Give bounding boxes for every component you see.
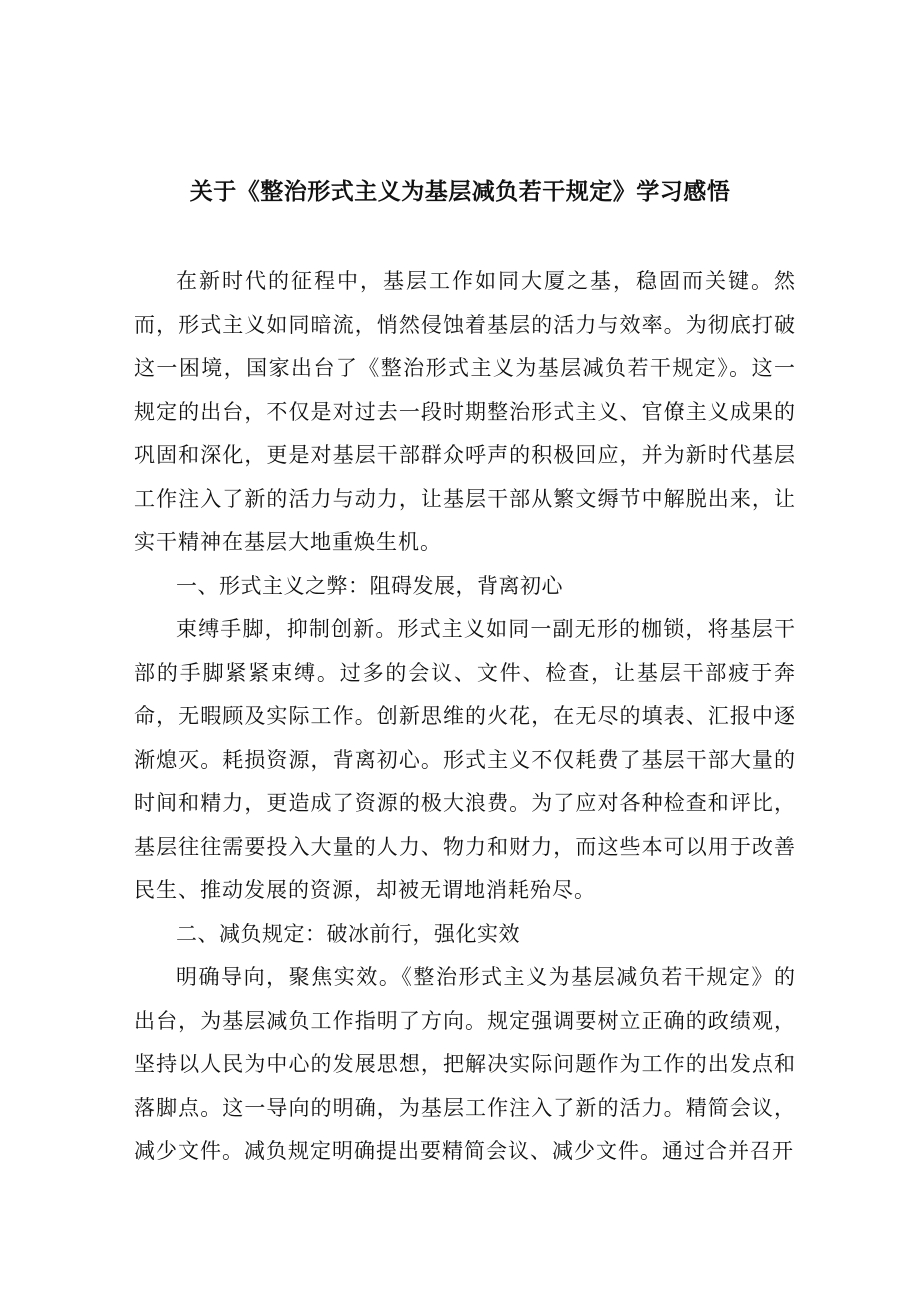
document-body bbox=[134, 260, 796, 1174]
section-2-heading: 二、减负规定：破冰前行，强化实效 bbox=[176, 921, 520, 946]
section-1-paragraph: 束缚手脚，抑制创新。形式主义如同一副无形的枷锁，将基层干部的手脚紧紧束缚。过多的会议、文件、检查，让基层干部疲于奔命，无暇顾及实际工作。创新思维的火花，在无尽的填表、汇报中逐渐熄灭。耗损资源，背离初心。形式主义不仅耗费了基层干部大量的时间和精力，更造成了资源的极大浪费。为了应对各种检查和评比，基层往往需要投入大量的人力、物力和财力，而这些本可以用于改善民生、推动发展的资源，却被无谓地消耗殆尽。 bbox=[134, 617, 796, 902]
document-title: 关于《整治形式主义为基层减负若干规定》学习感悟 bbox=[189, 179, 731, 205]
section-2-paragraph: 明确导向，聚焦实效。《整治形式主义为基层减负若干规定》的出台，为基层减负工作指明了方向。规定强调要树立正确的政绩观，坚持以人民为中心的发展思想，把解决实际问题作为工作的出发点和落脚点。这一导向的明确，为基层工作注入了新的活力。精简会议，减少文件。减负规定明确提出要精简会议、减少文件。通过合并召开 bbox=[134, 965, 796, 1163]
section-1-heading: 一、形式主义之弊：阻碍发展，背离初心 bbox=[176, 573, 563, 598]
intro-paragraph: 在新时代的征程中，基层工作如同大厦之基，稳固而关键。然而，形式主义如同暗流，悄然侵蚀着基层的活力与效率。为彻底打破这一困境，国家出台了《整治形式主义为基层减负若干规定》。这一规定的出台，不仅是对过去一段时期整治形式主义、官僚主义成果的巩固和深化，更是对基层干部群众呼声的积极回应，并为新时代基层工作注入了新的活力与动力，让基层干部从繁文缛节中解脱出来，让实干精神在基层大地重焕生机。 bbox=[134, 269, 796, 554]
